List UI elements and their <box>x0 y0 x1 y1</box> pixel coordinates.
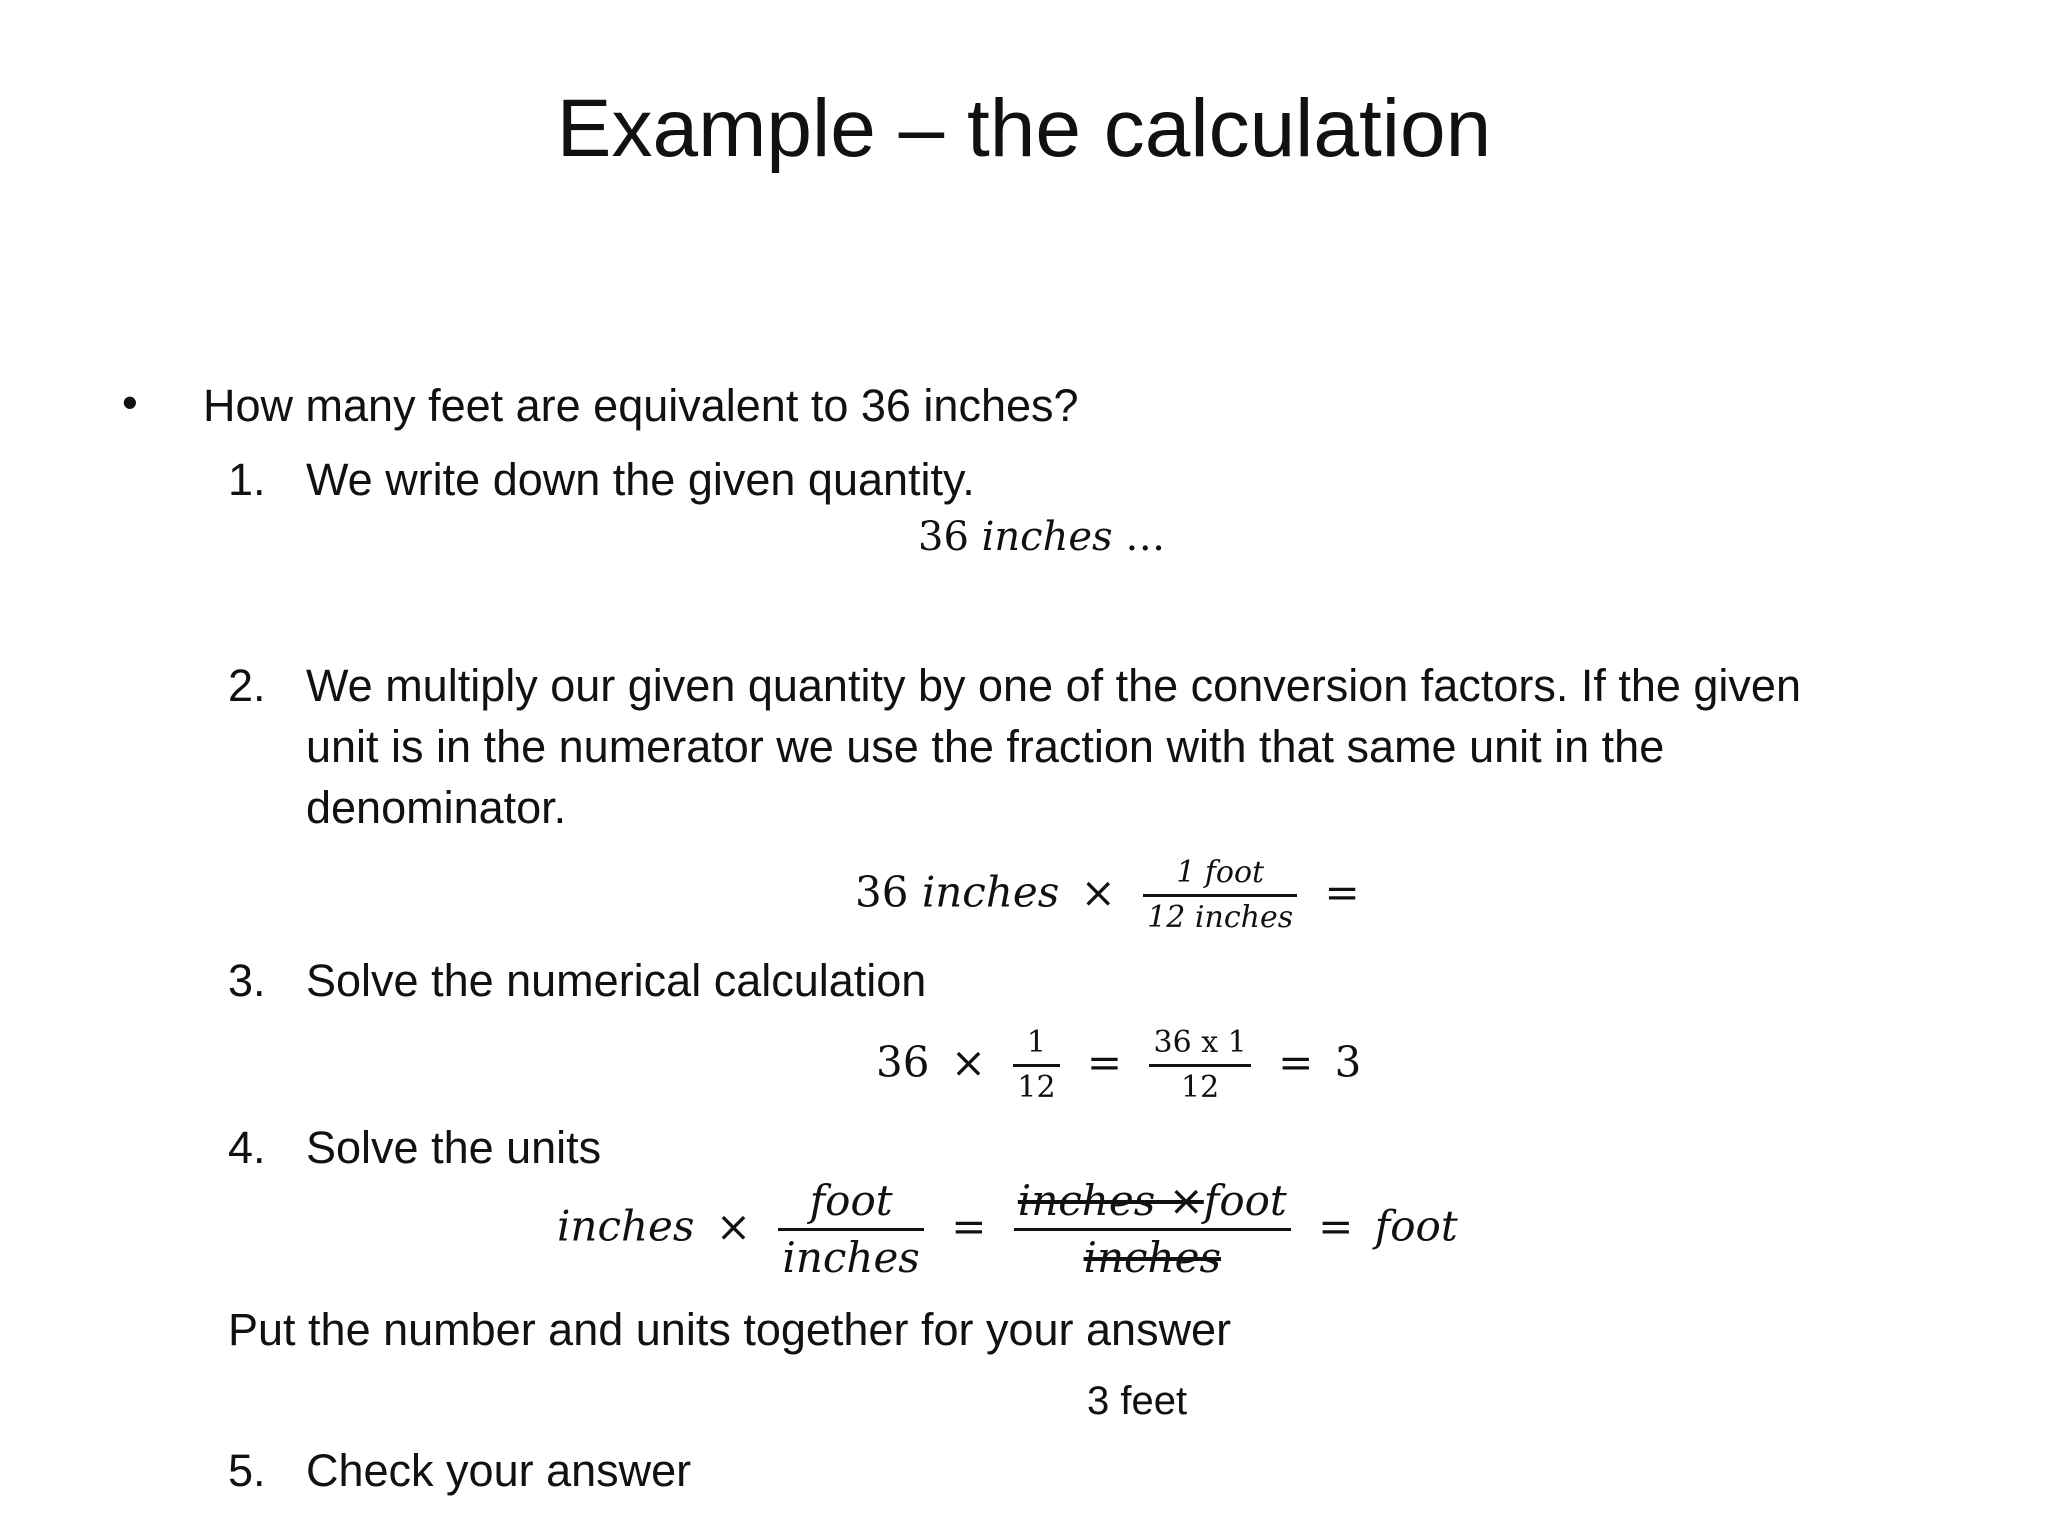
answer-value: 3 feet <box>1087 1379 1188 1423</box>
eq3-lhs: 36 <box>876 1037 930 1087</box>
step-4-text: Solve the units <box>306 1122 602 1173</box>
eq4-f2-numerator <box>1014 1176 1291 1228</box>
step-2-line-2: unit is in the numerator we use the fraction with that same unit in the <box>306 721 1665 772</box>
eq2-equals: = <box>1324 867 1360 917</box>
answer-prompt: Put the number and units together for your answer <box>228 1304 1232 1355</box>
eq4-f2-struck-numerator: inches × <box>1017 1176 1204 1225</box>
eq4-result: foot <box>1374 1201 1458 1251</box>
eq2-unit: inches <box>921 867 1060 917</box>
eq4-f1-numerator: foot <box>809 1176 893 1225</box>
eq3-result: 3 <box>1334 1037 1362 1087</box>
eq2-fraction-numerator: 1 foot <box>1176 855 1265 890</box>
eq3-f1-denominator: 12 <box>1017 1070 1056 1105</box>
eq4-fraction-1 <box>778 1176 923 1282</box>
eq4-f2-numerator-rest: foot <box>1203 1176 1287 1225</box>
step-1-number: 1. <box>228 454 266 505</box>
eq4-equals: = <box>951 1201 987 1251</box>
eq4-fraction-2 <box>1014 1176 1291 1282</box>
eq1-ellipsis: … <box>1125 514 1166 560</box>
eq3-f1-numerator: 1 <box>1026 1025 1047 1060</box>
eq4-f1-denominator: inches <box>782 1233 920 1282</box>
eq2-times: × <box>1080 867 1116 917</box>
eq4-times: × <box>715 1201 752 1251</box>
step-3-text: Solve the numerical calculation <box>306 955 927 1006</box>
step-4-number: 4. <box>228 1122 266 1173</box>
bullet-marker: • <box>122 377 138 428</box>
eq3-times: × <box>950 1037 987 1087</box>
eq4-equals-2: = <box>1318 1201 1354 1251</box>
step-5-text: Check your answer <box>306 1445 692 1496</box>
eq2-quantity: 36 <box>855 867 909 917</box>
eq4-lhs: inches <box>557 1201 695 1251</box>
step-2-number: 2. <box>228 660 266 711</box>
step-2-line-3: denominator. <box>306 782 567 833</box>
eq3-fraction-2 <box>1149 1025 1250 1105</box>
step-3-number: 3. <box>228 955 266 1006</box>
equation-given-quantity <box>918 514 1165 560</box>
eq3-fraction-1 <box>1013 1025 1059 1105</box>
slide-title: Example – the calculation <box>556 83 1492 174</box>
eq4-f2-struck-denominator: inches <box>1083 1233 1222 1282</box>
step-5-number: 5. <box>228 1445 266 1496</box>
eq1-unit: inches <box>981 514 1113 560</box>
eq3-equals: = <box>1086 1037 1123 1087</box>
eq2-fraction-denominator: 12 inches <box>1147 900 1294 935</box>
eq2-fraction <box>1143 855 1297 935</box>
step-1-text: We write down the given quantity. <box>306 454 975 505</box>
eq3-f2-numerator: 36 x 1 <box>1153 1025 1247 1060</box>
eq3-f2-denominator: 12 <box>1181 1070 1220 1105</box>
equation-conversion <box>855 855 1368 935</box>
question-text: How many feet are equivalent to 36 inches? <box>203 380 1079 431</box>
equation-numerical <box>876 1025 1362 1105</box>
eq1-quantity: 36 <box>918 514 969 560</box>
equation-units <box>557 1176 1458 1282</box>
step-2-line-1: We multiply our given quantity by one of the conversion factors. If the given <box>306 660 1801 711</box>
eq3-equals-2: = <box>1278 1037 1314 1087</box>
